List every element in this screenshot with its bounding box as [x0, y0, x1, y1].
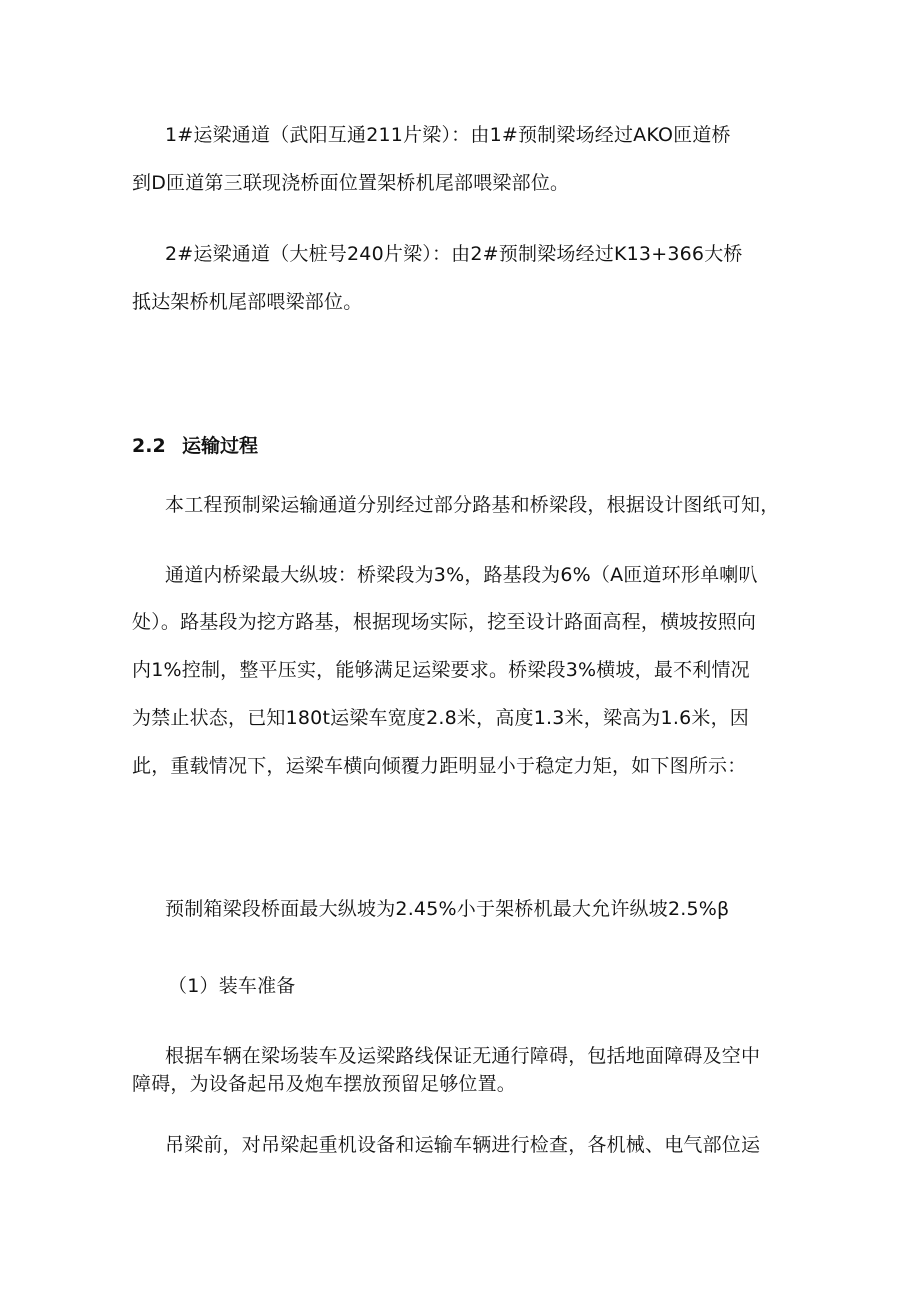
paragraph-3-line-1: 本工程预制梁运输通道分别经过部分路基和桥梁段，根据设计图纸可知，: [165, 494, 780, 516]
paragraph-2-line-2: 抵达架桥机尾部喂梁部位。: [132, 291, 363, 313]
paragraph-1-line-1: 1#运梁通道（武阳互通211片梁）：由1#预制梁场经过AKO匝道桥: [165, 124, 731, 146]
section-title: 运输过程: [182, 435, 259, 457]
paragraph-2-line-1: 2#运梁通道（大桩号240片梁）：由2#预制梁场经过K13+366大桥: [165, 243, 743, 265]
paragraph-4-line-2: 处）。路基段为挖方路基，根据现场实际，挖至设计路面高程，横坡按照向: [132, 611, 757, 633]
section-number: 2.2: [132, 435, 166, 457]
paragraph-4-line-5: 此，重载情况下，运梁车横向倾覆力距明显小于稳定力矩，如下图所示：: [132, 755, 747, 777]
paragraph-4-line-3: 内1%控制，整平压实，能够满足运梁要求。桥梁段3%横坡，最不利情况: [132, 659, 750, 681]
paragraph-5-line-1: 预制箱梁段桥面最大纵坡为2.45%小于架桥机最大允许纵坡2.5%β: [165, 898, 730, 920]
subheading-load-preparation: （1）装车准备: [168, 975, 296, 997]
paragraph-4-line-1: 通道内桥梁最大纵坡：桥梁段为3%，路基段为6%（A匝道环形单喇叭: [165, 564, 758, 586]
paragraph-6-line-1: 根据车辆在梁场装车及运梁路线保证无通行障碍，包括地面障碍及空中: [165, 1045, 761, 1067]
paragraph-6-line-2: 障碍，为设备起吊及炮车摆放预留足够位置。: [132, 1073, 517, 1095]
paragraph-1-line-2: 到D匝道第三联现浇桥面位置架桥机尾部喂梁部位。: [132, 172, 570, 194]
section-heading: [132, 432, 258, 460]
paragraph-4-line-4: 为禁止状态，已知180t运梁车宽度2.8米，高度1.3米，梁高为1.6米，因: [132, 707, 749, 729]
paragraph-7-line-1: 吊梁前，对吊梁起重机设备和运输车辆进行检查，各机械、电气部位运: [165, 1134, 761, 1156]
